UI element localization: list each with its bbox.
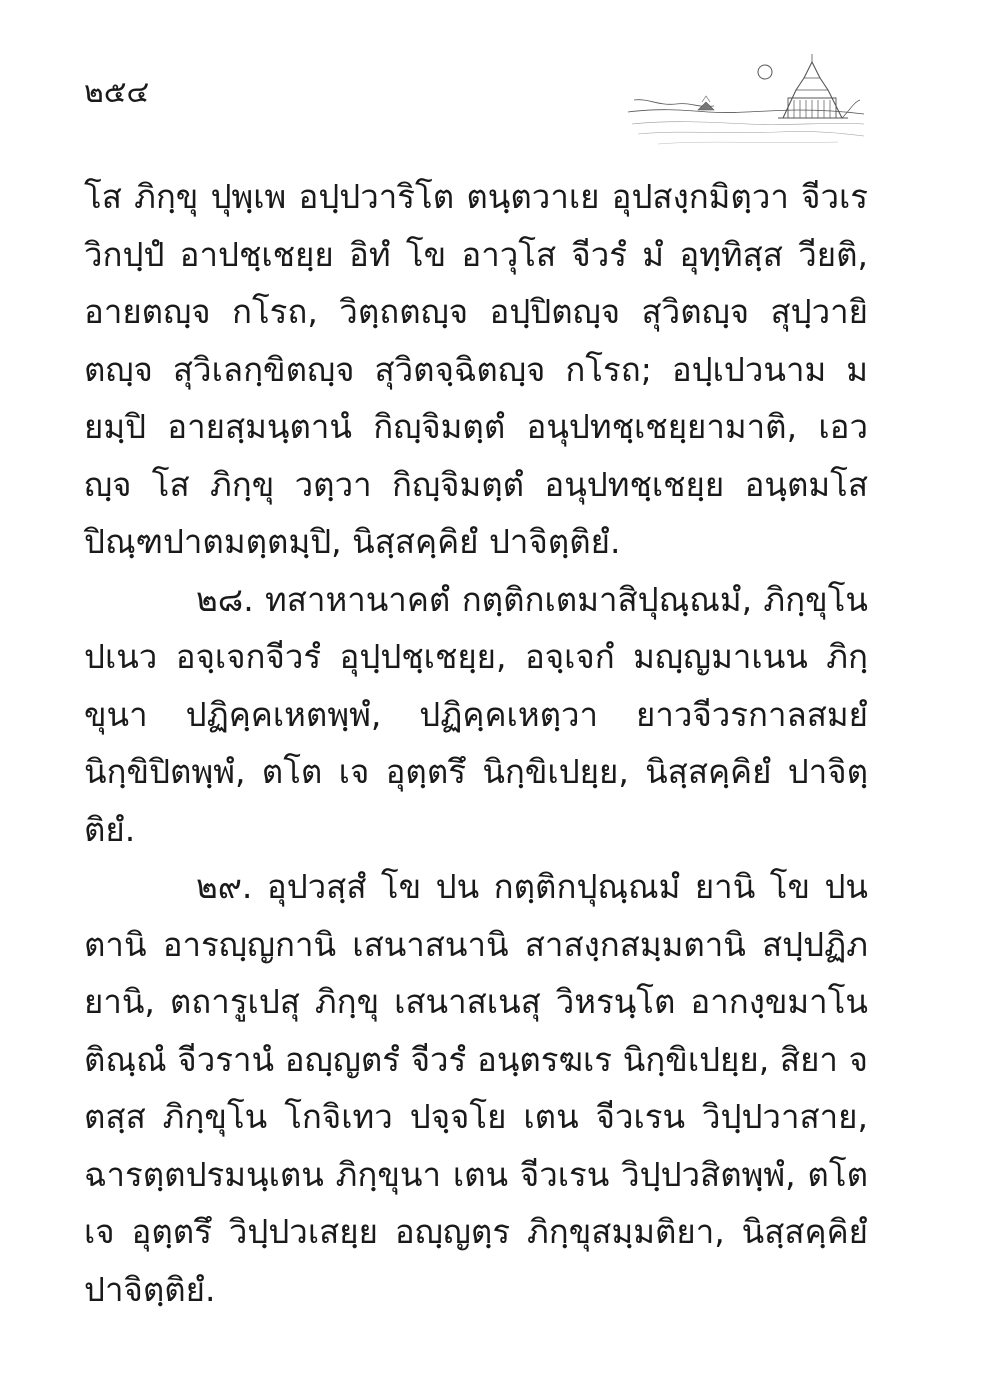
paragraph-28: ๒๘. ทสาหานาคตํ กตฺติกเตมาสิปุณฺณมํ, ภิกฺขุโน ปเนว อจฺเจกจีวรํ อุปฺปชฺเชยฺย, อจฺเจกํ มญฺญมาเนน ภิกฺขุนา ปฏิคฺคเหตพฺพํ, ปฏิคฺคเหตฺวา ยาวจีวรกาลสมยํ นิกฺขิปิตพฺพํ, ตโต เจ อุตฺตรึ นิกฺขิเปยฺย, นิสฺสคฺคิยํ ปาจิตฺติยํ. [84,579,868,849]
paragraph-29: ๒๙. อุปวสฺสํ โข ปน กตฺติกปุณฺณมํ ยานิ โข ปน ตานิ อารญฺญกานิ เสนาสนานิ สาสงฺกสมฺมตานิ สปฺปฏิภยานิ, ตถารูเปสุ ภิกฺขุ เสนาสเนสุ วิหรนฺโต อากงฺขมาโน ติณฺณํ จีวรานํ อญฺญตรํ จีวรํ อนฺตรฆเร นิกฺขิเปยฺย, สิยา จ ตสฺส ภิกฺขุโน โกจิเทว ปจฺจโย เตน จีวเรน วิปฺปวาสาย, ฉารตฺตปรมนฺเตน ภิกฺขุนา เตน จีวเรน วิปฺปวสิตพฺพํ, ตโต เจ อุตฺตรึ วิปฺปวเสยฺย อญฺญตฺร ภิกฺขุสมฺมติยา, นิสฺสคฺคิยํ ปาจิตฺติยํ. [84,867,868,1309]
temple-landscape-icon [628,50,868,158]
page-number: ๒๕๔ [84,75,150,110]
paragraph-1: โส ภิกฺขุ ปุพฺเพ อปฺปวาริโต ตนฺตวาเย อุปสงฺกมิตฺวา จีวเร วิกปฺปํ อาปชฺเชยฺย อิทํ โข อาวุโส จีวรํ มํ อุทฺทิสฺส วียติ, อายตญฺจ กโรถ, วิตฺถตญฺจ อปฺปิตญฺจ สุวิตญฺจ สุปฺวายิตญฺจ สุวิเลกฺขิตญฺจ สุวิตจฺฉิตญฺจ กโรถ; อปฺเปวนาม มยมฺปิ อายสฺมนฺตานํ กิญฺจิมตฺตํ อนุปทชฺเชยฺยามาติ, เอวญฺจ โส ภิกฺขุ วตฺวา กิญฺจิมตฺตํ อนุปทชฺเชยฺย อนฺตมโส ปิณฺฑปาตมตฺตมฺปิ, นิสฺสคฺคิยํ ปาจิตฺติยํ. [84,177,868,561]
body-text [84,168,868,1318]
